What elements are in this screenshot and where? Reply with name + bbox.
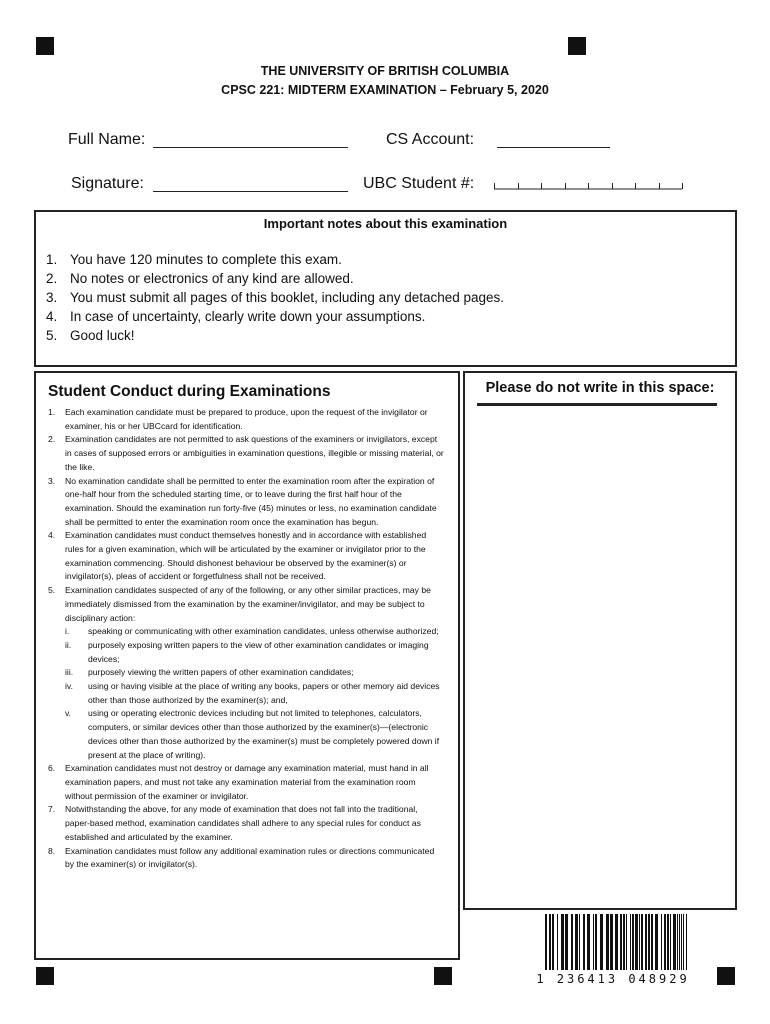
barcode-bar (648, 914, 650, 970)
barcode-bar (575, 914, 578, 970)
barcode-bar (655, 914, 658, 970)
barcode-bar (620, 914, 622, 970)
note-item: 5. Good luck! (46, 328, 135, 343)
barcode-bar (645, 914, 647, 970)
barcode-bar (683, 914, 684, 970)
barcode-bar (681, 914, 682, 970)
full-name-field[interactable] (153, 147, 348, 148)
barcode-bar (600, 914, 603, 970)
do-not-write-title: Please do not write in this space: (485, 380, 715, 396)
full-name-label: Full Name: (68, 131, 146, 148)
conduct-rule: 7. Notwithstanding the above, for any mode of examination that does not fall into the traditional, paper-based method, examination candidates shall adhere to any special rules for conduct as established and articulated by the examiner. (48, 804, 421, 842)
barcode-bar (639, 914, 640, 970)
conduct-subrule: iii. purposely viewing the written papers of other examination candidates; (65, 667, 354, 678)
note-item: 1. You have 120 minutes to complete this exam. (46, 252, 342, 267)
conduct-subrule: i. speaking or communicating with other examination candidates, unless otherwise authorized; (65, 626, 439, 637)
conduct-subrule: ii. purposely exposing written papers to the view of other examination candidates or imaging devices; (65, 639, 429, 664)
conduct-subrule: iv. using or having visible at the place of writing any books, papers or other memory aid devices other than those authorized by the examiner(s); and, (65, 681, 440, 705)
barcode-bar (615, 914, 618, 970)
barcode-image (545, 914, 687, 970)
conduct-subrules-list (65, 625, 444, 762)
conduct-rule: 5. Examination candidates suspected of any of the following, or any other similar practices, may be immediately dismissed from the examination by the examiner/invigilator, and may be subject to disciplinary action: i. speaking or communicating with other examination candidates, unless otherwise authorized; ii. purposely exposing written papers to the view of other examination candidates or imaging devices; iii. purposely viewing the written papers of other examination candidates; iv. using or having visible at the place of writing any books, papers or other memory aid devices other than those authorized by the examiner(s); and, v. using or operating electronic devices including but not limited to telephones, calculators, computers, or similar devices other than those authorized by the examiner(s)—(electronic devices other than those authorized by the examiner(s) must be completely powered down if present at the place of writing). (48, 584, 444, 762)
conduct-rule: 2. Examination candidates are not permitted to ask questions of the examiners or invigilators, except in cases of supposed errors or ambiguities in examination questions, illegible or missing material, or the like. (48, 434, 444, 472)
barcode-bar (610, 914, 613, 970)
barcode-bar (579, 914, 580, 970)
barcode-bar (679, 914, 680, 970)
barcode-bar (595, 914, 597, 970)
barcode-bar (606, 914, 609, 970)
barcode-bar (565, 914, 568, 970)
registration-marker-top-left (36, 37, 54, 55)
barcode-bar (626, 914, 627, 970)
barcode-bar (557, 914, 558, 970)
barcode-bar (593, 914, 594, 970)
important-notes-box (34, 210, 737, 367)
important-notes-title: Important notes about this examination (263, 216, 508, 231)
barcode-number: 1 236413 048929 (536, 972, 690, 986)
student-conduct-title: Student Conduct during Examinations (48, 383, 331, 400)
conduct-rule: 1. Each examination candidate must be prepared to produce, upon the request of the invigilator or examiner, his or her UBCcard for identification. (48, 407, 428, 431)
barcode-bar (673, 914, 676, 970)
barcode-bar (630, 914, 631, 970)
barcode-bar (670, 914, 671, 970)
student-number-field[interactable] (494, 178, 684, 190)
conduct-rule: 3. No examination candidate shall be permitted to enter the examination room after the expiration of one-half hour from the scheduled starting time, or to leave during the first half hour of the examination. Should the examination run forty-five (45) minutes or less, no examination candidate shall be permitted to enter the examination room once the examination has begun. (48, 475, 437, 527)
registration-marker-bottom-left (36, 967, 54, 985)
barcode-bar (571, 914, 573, 970)
barcode-bar (545, 914, 547, 970)
registration-marker-bottom-middle (434, 967, 452, 985)
barcode-bar (552, 914, 554, 970)
barcode-bar (635, 914, 638, 970)
conduct-rule: 6. Examination candidates must not destroy or damage any examination material, must hand in all examination papers, and must not take any examination material from the examination room without permission of the examiner or invigilator. (48, 763, 429, 801)
do-not-write-box (463, 371, 737, 910)
conduct-rule: 8. Examination candidates must follow any additional examination rules or directions communicated by the examiner(s) or invigilator(s). (48, 845, 435, 870)
barcode-bar (583, 914, 585, 970)
student-conduct-box (34, 371, 460, 960)
conduct-subrule: v. using or operating electronic devices including but not limited to telephones, calculators, computers, or similar devices other than those authorized by the examiner(s)—(electronic devices other than those authorized by the examiner(s) must be completely powered down if present at the place of writing). (65, 708, 440, 760)
barcode-bar (587, 914, 590, 970)
barcode-bar (686, 914, 687, 970)
conduct-rule: 4. Examination candidates must conduct themselves honestly and in accordance with established rules for a given examination, which will be articulated by the examiner or invigilator prior to the examination commencing. Should dishonest behaviour be observed by the examiner(s) or invigilator(s), pleas of accident or forgetfulness shall not be received. (48, 530, 427, 582)
registration-marker-bottom-right (717, 967, 735, 985)
signature-field[interactable] (153, 191, 348, 192)
cs-account-field[interactable] (497, 147, 610, 148)
do-not-write-divider (477, 403, 717, 406)
registration-marker-top-right (568, 37, 586, 55)
barcode-bar (664, 914, 666, 970)
note-item: 2. No notes or electronics of any kind are allowed. (46, 271, 354, 286)
important-notes-list (46, 250, 504, 345)
cs-account-label: CS Account: (386, 131, 475, 148)
barcode-bar (623, 914, 625, 970)
note-item: 4. In case of uncertainty, clearly write down your assumptions. (46, 309, 426, 324)
barcode-bar (641, 914, 643, 970)
university-name: THE UNIVERSITY OF BRITISH COLUMBIA (260, 64, 510, 78)
barcode-bar (561, 914, 564, 970)
barcode-bar (549, 914, 551, 970)
exam-title: CPSC 221: MIDTERM EXAMINATION – February 5, 2020 (221, 83, 549, 97)
barcode-bar (661, 914, 662, 970)
barcode-bar (667, 914, 669, 970)
signature-label: Signature: (71, 175, 144, 192)
conduct-rules-list (48, 406, 444, 872)
barcode-bar (651, 914, 653, 970)
barcode-bar (677, 914, 678, 970)
barcode-bar (632, 914, 634, 970)
student-number-label: UBC Student #: (363, 175, 475, 192)
note-item: 3. You must submit all pages of this booklet, including any detached pages. (46, 290, 505, 305)
